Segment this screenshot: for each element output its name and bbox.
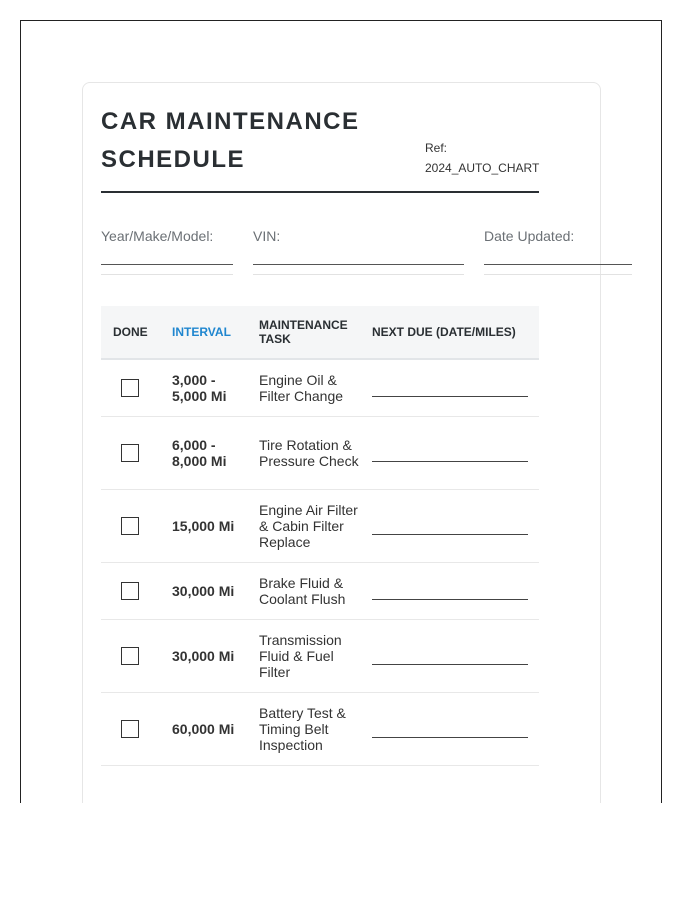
date-updated-label: Date Updated:	[484, 228, 575, 244]
interval-cell: 6,000 - 8,000 Mi	[160, 416, 247, 489]
document-header	[101, 101, 539, 193]
table-row	[101, 416, 539, 489]
next-due-input[interactable]	[372, 443, 528, 462]
header-task: MAINTENANCE TASK	[247, 306, 360, 359]
table-row	[101, 359, 539, 416]
year-make-model-underline	[101, 265, 233, 275]
date-updated-field[interactable]	[484, 228, 632, 275]
ref-value: 2024_AUTO_CHART	[425, 161, 540, 175]
table-row	[101, 562, 539, 619]
year-make-model-field[interactable]	[101, 228, 233, 275]
date-updated-underline	[484, 265, 632, 275]
header-interval: INTERVAL	[160, 306, 247, 359]
next-due-input[interactable]	[372, 516, 528, 535]
task-cell: Engine Air Filter & Cabin Filter Replace	[247, 489, 360, 562]
next-due-input[interactable]	[372, 719, 528, 738]
header-done: DONE	[101, 306, 160, 359]
task-cell: Brake Fluid & Coolant Flush	[247, 562, 360, 619]
next-due-input[interactable]	[372, 581, 528, 600]
table-row	[101, 692, 539, 765]
interval-cell: 3,000 - 5,000 Mi	[160, 359, 247, 416]
done-checkbox[interactable]	[121, 720, 139, 738]
header-next-due: NEXT DUE (DATE/MILES)	[360, 306, 539, 359]
task-cell: Tire Rotation & Pressure Check	[247, 416, 360, 489]
interval-cell: 15,000 Mi	[160, 489, 247, 562]
table-row	[101, 489, 539, 562]
done-checkbox[interactable]	[121, 517, 139, 535]
next-due-input[interactable]	[372, 378, 528, 397]
page-title: CAR MAINTENANCE SCHEDULE	[101, 108, 360, 173]
done-checkbox[interactable]	[121, 647, 139, 665]
interval-cell: 60,000 Mi	[160, 692, 247, 765]
done-checkbox[interactable]	[121, 444, 139, 462]
table-row	[101, 619, 539, 692]
next-due-input[interactable]	[372, 646, 528, 665]
date-updated-input-line[interactable]	[484, 256, 632, 265]
interval-cell: 30,000 Mi	[160, 562, 247, 619]
vin-label: VIN:	[253, 228, 281, 244]
task-cell: Engine Oil & Filter Change	[247, 359, 360, 416]
vin-input-line[interactable]	[253, 256, 464, 265]
done-checkbox[interactable]	[121, 582, 139, 600]
year-make-model-input-line[interactable]	[101, 256, 233, 265]
task-cell: Battery Test & Timing Belt Inspection	[247, 692, 360, 765]
interval-cell: 30,000 Mi	[160, 619, 247, 692]
vin-underline	[253, 265, 464, 275]
vin-field[interactable]	[253, 228, 464, 275]
year-make-model-label: Year/Make/Model:	[101, 228, 214, 244]
task-cell: Transmission Fluid & Fuel Filter	[247, 619, 360, 692]
done-checkbox[interactable]	[121, 379, 139, 397]
maintenance-table	[101, 306, 539, 766]
table-header-row	[101, 306, 539, 359]
ref-label: Ref:	[425, 141, 448, 155]
